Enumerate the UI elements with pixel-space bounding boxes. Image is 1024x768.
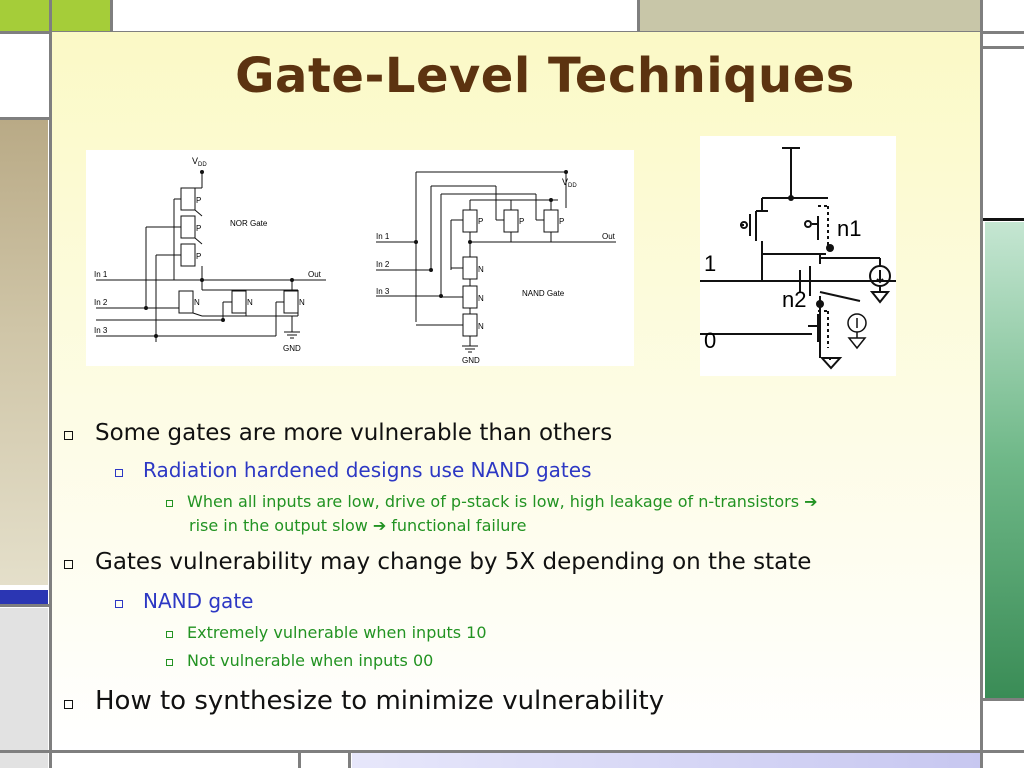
nor-in1-label: In 1 <box>94 270 108 279</box>
frame-line <box>980 218 1024 221</box>
bullet-text: Not vulnerable when inputs 00 <box>187 651 434 670</box>
frame-line <box>348 750 351 768</box>
nor-p2-label: P <box>196 224 202 233</box>
nor-n3-label: N <box>299 298 305 307</box>
bullet-text: Radiation hardened designs use NAND gates <box>143 458 592 482</box>
bullet-marker <box>166 659 173 666</box>
bullet-continuation <box>189 516 526 535</box>
bullet-marker <box>115 469 123 477</box>
bullet-text: Extremely vulnerable when inputs 10 <box>187 623 487 642</box>
frame-line <box>980 698 1024 701</box>
bullet-item <box>64 420 612 446</box>
nand-in3-label: In 3 <box>376 287 390 296</box>
bullet-item <box>64 549 811 575</box>
bullet-text-part: rise in the output slow <box>189 516 368 535</box>
nor-p1-label: P <box>196 196 202 205</box>
frame-blue-bar <box>0 590 48 604</box>
bullet-text: NAND gate <box>143 589 254 613</box>
frame-brown-strip <box>0 120 48 585</box>
frame-lime-block <box>0 0 110 31</box>
nor-in3-label: In 3 <box>94 326 108 335</box>
nand-n3-label: N <box>478 322 484 331</box>
bullet-text: Some gates are more vulnerable than others <box>95 420 613 446</box>
sub-bullet-item <box>115 589 253 613</box>
sub-sub-bullet-item <box>166 623 487 642</box>
nand-n2-label: N <box>478 294 484 303</box>
nor-n1-label: N <box>194 298 200 307</box>
arrow-icon: ➔ <box>804 492 818 511</box>
bullet-text-part: functional failure <box>391 516 527 535</box>
frame-lavender-strip <box>352 753 980 768</box>
nand-out-label: Out <box>602 232 615 241</box>
arrow-icon: ➔ <box>372 516 387 535</box>
nor-gate-label: NOR Gate <box>230 219 268 228</box>
leak-input-low: 0 <box>704 328 717 353</box>
frame-tan-block <box>640 0 980 31</box>
nor-nand-schematic <box>86 150 634 366</box>
nand-p2-label: P <box>519 217 525 226</box>
bullet-marker <box>166 631 173 638</box>
bullet-marker <box>166 500 173 507</box>
nand-in2-label: In 2 <box>376 260 390 269</box>
nor-in2-label: In 2 <box>94 298 108 307</box>
bullet-item <box>64 686 664 716</box>
sub-sub-bullet-item <box>166 651 433 670</box>
nor-p3-label: P <box>196 252 202 261</box>
frame-grey-block <box>0 608 48 768</box>
nor-vdd-label: $V_{DD}$ <box>192 156 207 168</box>
nand-p1-label: P <box>478 217 484 226</box>
nor-out-label: Out <box>308 270 321 279</box>
sub-sub-bullet-item <box>166 492 818 511</box>
nand-p3-label: P <box>559 217 565 226</box>
bullet-text: Gates vulnerability may change by 5X depending on the state <box>95 549 812 575</box>
leak-node-n1: n1 <box>837 216 862 241</box>
nand-vdd-label: $V_{DD}$ <box>562 177 577 189</box>
bullet-marker <box>64 431 73 440</box>
nor-gnd-label: GND <box>283 344 301 353</box>
bullet-text-part: When all inputs are low, drive of p-stack is low, high leakage of n-transistors <box>187 492 800 511</box>
frame-green-strip <box>985 222 1024 698</box>
nand-n1-label: N <box>478 265 484 274</box>
bullet-text: How to synthesize to minimize vulnerability <box>95 686 665 716</box>
nand-gate-label: NAND Gate <box>522 289 565 298</box>
leakage-schematic <box>700 136 896 376</box>
slide-title: Gate-Level Techniques <box>235 48 855 104</box>
bullet-text <box>187 492 818 511</box>
frame-line <box>0 750 1024 753</box>
sub-bullet-item <box>115 458 592 482</box>
frame-line <box>0 117 52 120</box>
nor-n2-label: N <box>247 298 253 307</box>
schematic-drawing <box>86 150 634 366</box>
leak-input-high: 1 <box>704 251 717 276</box>
bullet-marker <box>64 700 73 709</box>
frame-line <box>980 0 983 768</box>
nand-gnd-label: GND <box>462 356 480 365</box>
bullet-marker <box>115 600 123 608</box>
nand-in1-label: In 1 <box>376 232 390 241</box>
leakage-drawing <box>700 136 896 376</box>
leak-node-n2: n2 <box>782 287 807 312</box>
bullet-marker <box>64 560 73 569</box>
frame-line <box>0 604 52 607</box>
